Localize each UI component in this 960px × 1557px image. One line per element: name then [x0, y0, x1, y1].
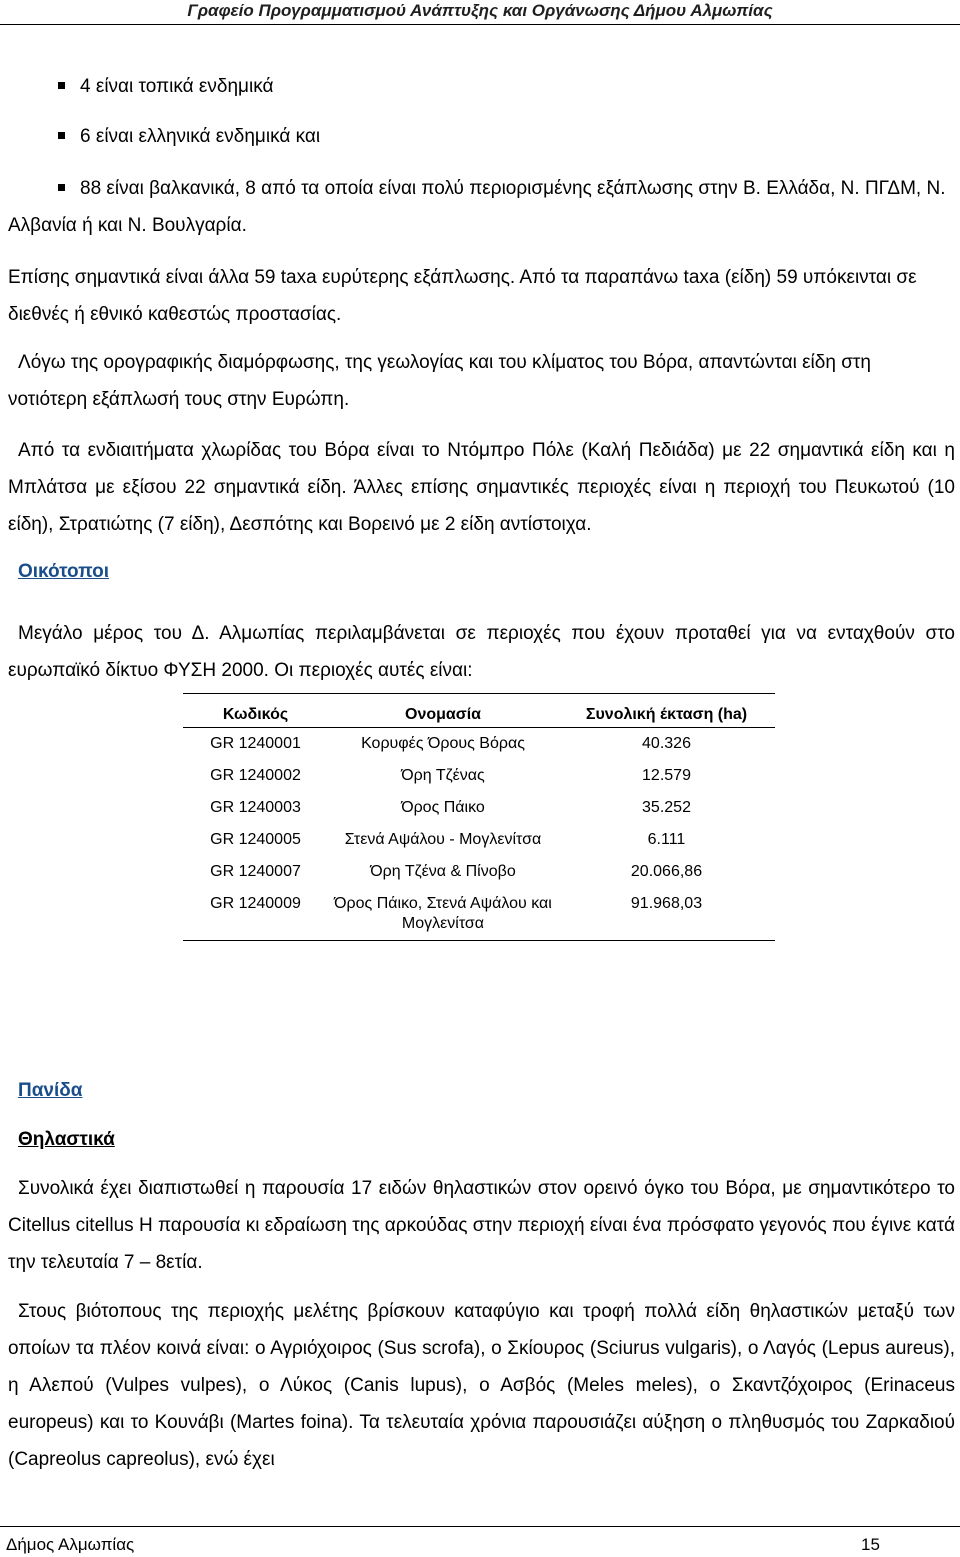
cell-area: 35.252: [642, 799, 691, 816]
table-row: [183, 824, 775, 856]
cell-area: 20.066,86: [630, 863, 703, 880]
natura-sites-table: [183, 693, 775, 941]
cell-name: Όρη Τζένα & Πίνοβο: [370, 863, 516, 880]
square-bullet-icon: [58, 82, 65, 89]
table-header-row: [183, 694, 775, 728]
table-row: [183, 792, 775, 824]
cell-code: GR 1240003: [210, 799, 301, 816]
column-header-name: Ονομασία: [405, 706, 481, 723]
cell-code: GR 1240007: [210, 863, 301, 880]
paragraph-orography: Λόγω της ορογραφικής διαμόρφωσης, της γεωλογίας και του κλίματος του Βόρα, απαντώνται είδη στη νοτιότερη εξάπλωσή τους στην Ευρώπη.: [8, 352, 871, 410]
cell-area: 12.579: [642, 767, 691, 784]
cell-area: 40.326: [642, 735, 691, 752]
header-divider: [0, 24, 960, 25]
paragraph-mammals-species: Στους βιότοπους της περιοχής μελέτης βρίσκουν καταφύγιο και τροφή πολλά είδη θηλαστικών μεταξύ των οποίων τα πλέον κοινά είναι: ο Αγριόχοιρος (Sus scrofa), ο Σκίουρος (Sciurus vulgaris), ο Λαγός (Lepus aureus), η Αλεπού (Vulpes vulpes), ο Λύκος (Canis lupus), ο Ασβός (Meles meles), ο Σκαντζόχοιρος (Erinaceus europeus) και το Κουνάβι (Martes foina). Τα τελευταία χρόνια παρουσιάζει αύξηση ο πληθυσμός του Ζαρκαδιού (Capreolus capreolus), ενώ έχει: [8, 1301, 955, 1470]
page-number: 15: [861, 1535, 880, 1554]
paragraph-natura: Μεγάλο μέρος του Δ. Αλμωπίας περιλαμβάνεται σε περιοχές που έχουν προταθεί για να ενταχθούν στο ευρωπαϊκό δίκτυο ΦΥΣΗ 2000. Οι περιοχές αυτές είναι:: [8, 623, 955, 681]
paragraph-mammals-presence: Συνολικά έχει διαπιστωθεί η παρουσία 17 ειδών θηλαστικών στον ορεινό όγκο του Βόρα, με σημαντικότερο το Citellus citellus Η παρουσία κι εδραίωση της αρκούδας στην περιοχή είναι ένα πρόσφατο γεγονός που έγινε κατά την τελευταία 7 – 8ετία.: [8, 1178, 955, 1273]
table-row: [183, 888, 775, 941]
cell-name: Όρος Πάικο: [401, 799, 485, 816]
heading-ecotopes: Οικότοποι: [18, 561, 110, 582]
cell-code: GR 1240005: [210, 831, 301, 848]
cell-code: GR 1240009: [210, 895, 301, 912]
cell-area: 6.111: [647, 831, 686, 848]
cell-area: 91.968,03: [630, 895, 703, 912]
cell-code: GR 1240002: [210, 767, 301, 784]
paragraph-taxa: Επίσης σημαντικά είναι άλλα 59 taxa ευρύτερης εξάπλωσης. Από τα παραπάνω taxa (είδη) 59 υπόκεινται σε διεθνές ή εθνικό καθεστώς προστασίας.: [8, 267, 917, 325]
cell-name: Στενά Αψάλου - Μογλενίτσα: [344, 831, 542, 848]
column-header-code: Κωδικός: [222, 706, 289, 723]
list-item: 88 είναι βαλκανικά, 8 από τα οποία είναι πολύ περιορισμένης εξάπλωσης στην Β. Ελλάδα, Ν. ΠΓΔΜ, Ν. Αλβανία ή και Ν. Βουλγαρία.: [8, 178, 946, 236]
heading-mammals: Θηλαστικά: [18, 1129, 115, 1150]
page-header: Γραφείο Προγραμματισμού Ανάπτυξης και Οργάνωσης Δήμου Αλμωπίας: [187, 1, 773, 20]
footer-municipality: Δήμος Αλμωπίας: [6, 1535, 135, 1554]
paragraph-habitats: Από τα ενδιαιτήματα χλωρίδας του Βόρα είναι το Ντόμπρο Πόλε (Καλή Πεδιάδα) με 22 σημαντικά είδη και η Μπλάτσα με εξίσου 22 σημαντικά είδη. Άλλες επίσης σημαντικές περιοχές είναι η περιοχή του Πευκωτού (10 είδη), Στρατιώτης (7 είδη), Δεσπότης και Βορεινό με 2 είδη αντίστοιχα.: [8, 440, 955, 535]
square-bullet-icon: [58, 132, 65, 139]
cell-code: GR 1240001: [210, 735, 301, 752]
list-item: 6 είναι ελληνικά ενδημικά και: [0, 118, 955, 155]
cell-name: Κορυφές Όρους Βόρας: [361, 735, 525, 752]
cell-name: Όρος Πάικο, Στενά Αψάλου και Μογλενίτσα: [334, 895, 552, 932]
table-row: [183, 760, 775, 792]
column-header-area: Συνολική έκταση (ha): [585, 706, 748, 723]
square-bullet-icon: [58, 184, 65, 191]
heading-fauna: Πανίδα: [18, 1080, 83, 1101]
list-item: 4 είναι τοπικά ενδημικά: [0, 68, 955, 105]
cell-name: Όρη Τζένας: [401, 767, 485, 784]
footer-divider: [0, 1526, 960, 1527]
table-row: [183, 728, 775, 761]
table-row: [183, 856, 775, 888]
